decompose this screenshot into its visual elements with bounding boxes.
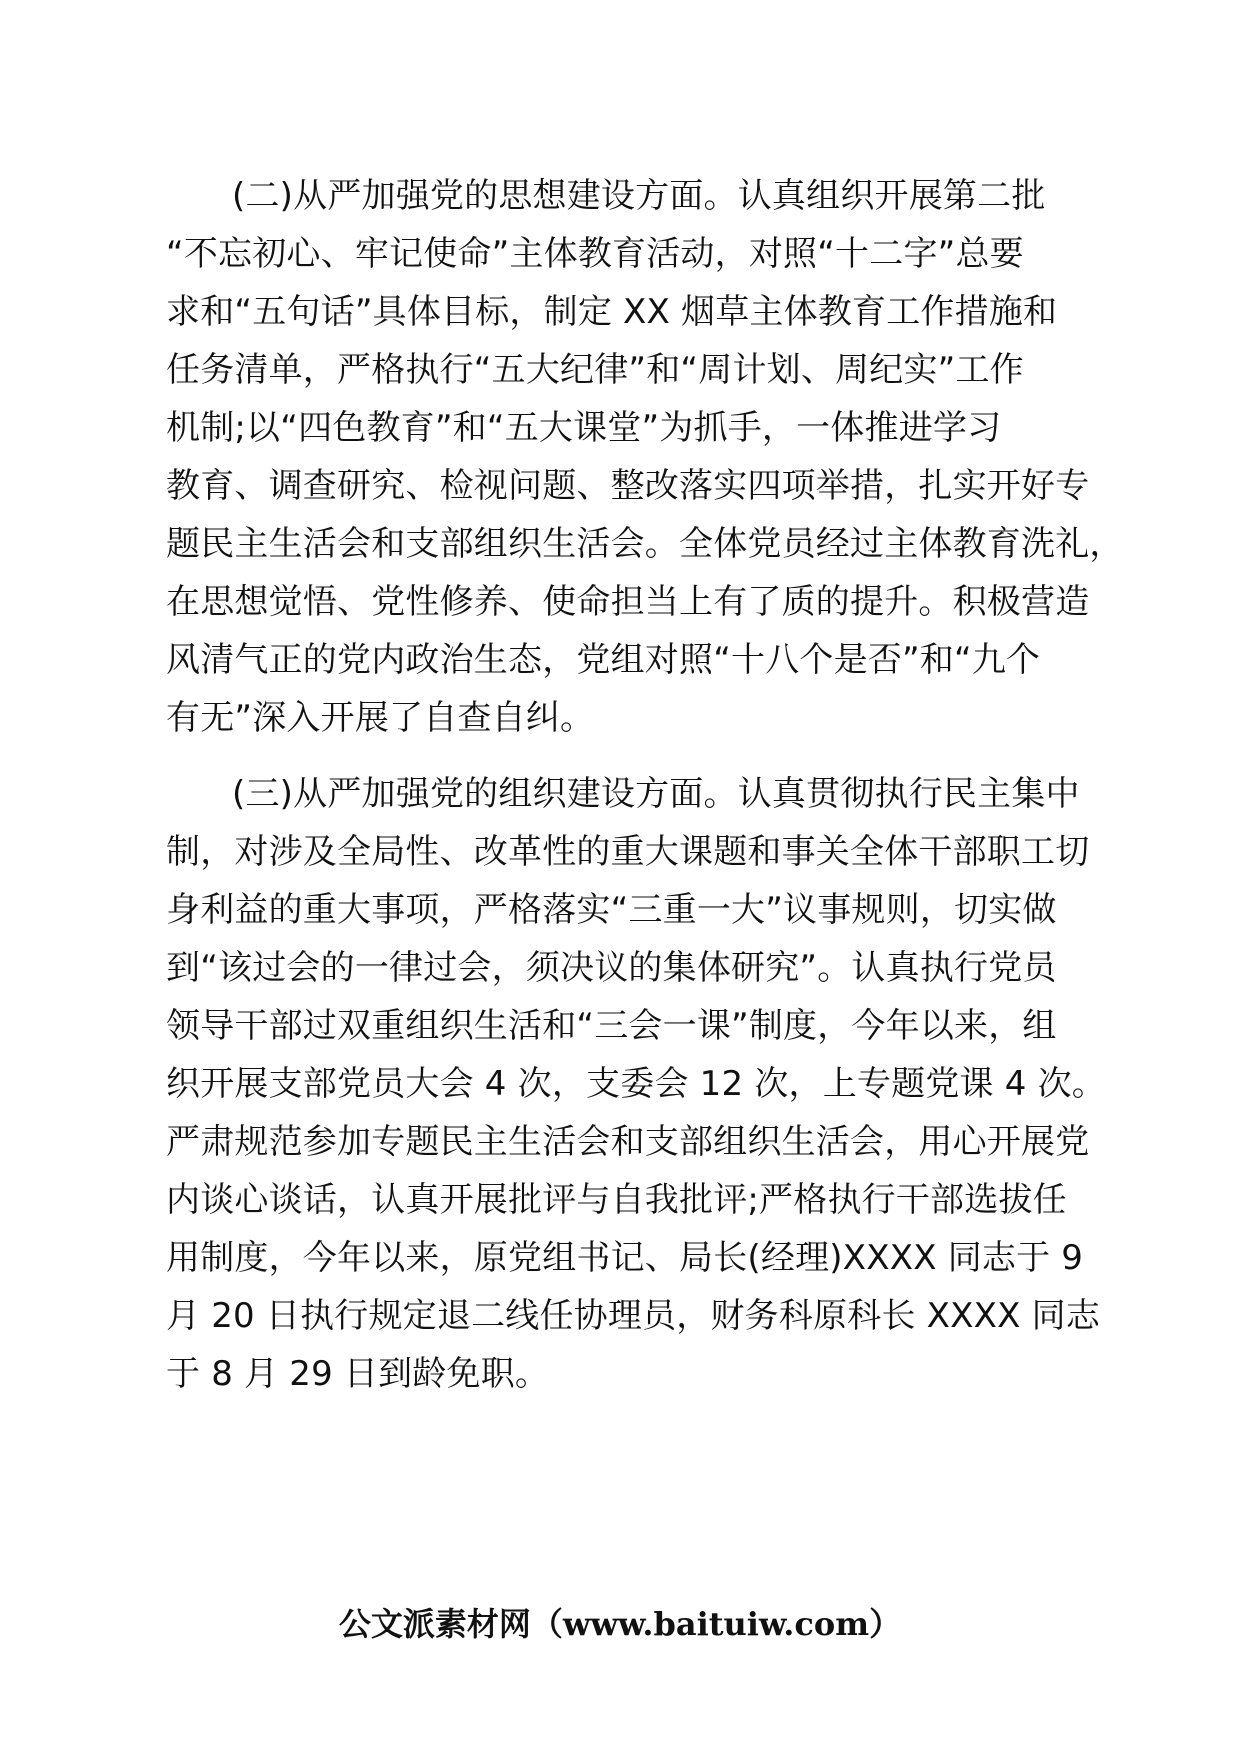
paragraph-3-line-1: (三)从严加强党的组织建设方面。认真贯彻执行民主集中	[232, 774, 1080, 814]
paragraph-2-line-2: “不忘初心、牢记使命”主体教育活动，对照“十二字”总要	[166, 234, 1024, 274]
paragraph-2-line-9: 风清气正的党内政治生态，党组对照“十八个是否”和“九个	[166, 640, 1041, 680]
paragraph-2-line-10: 有无”深入开展了自查自纠。	[166, 698, 595, 738]
paragraph-2-line-4: 任务清单，严格执行“五大纪律”和“周计划、周纪实”工作	[166, 350, 1024, 390]
paragraph-3-line-3: 身利益的重大事项，严格落实“三重一大”议事规则，切实做	[166, 890, 1057, 930]
paragraph-2-line-1: (二)从严加强党的思想建设方面。认真组织开展第二批	[232, 176, 1046, 216]
paragraph-3-line-5: 领导干部过双重组织生活和“三会一课”制度，今年以来，组	[166, 1006, 1057, 1046]
paragraph-3-line-7: 严肃规范参加专题民主生活会和支部组织生活会，用心开展党	[166, 1122, 1090, 1162]
paragraph-2-line-8: 在思想觉悟、党性修养、使命担当上有了质的提升。积极营造	[166, 582, 1090, 622]
paragraph-2-line-7: 题民主生活会和支部组织生活会。全体党员经过主体教育洗礼，	[166, 524, 1124, 564]
paragraph-3-line-11: 于 8 月 29 日到龄免职。	[166, 1354, 550, 1394]
paragraph-3-line-4: 到“该过会的一律过会，须决议的集体研究”。认真执行党员	[166, 948, 1057, 988]
paragraph-3-line-8: 内谈心谈话，认真开展批评与自我批评;严格执行干部选拔任	[166, 1180, 1067, 1220]
paragraph-3-line-10: 月 20 日执行规定退二线任协理员，财务科原科长 XXXX 同志	[166, 1296, 1101, 1336]
paragraph-2-line-5: 机制;以“四色教育”和“五大课堂”为抓手，一体推进学习	[166, 408, 1002, 448]
paragraph-2-line-6: 教育、调查研究、检视问题、整改落实四项举措，扎实开好专	[166, 466, 1090, 506]
paragraph-3-line-6: 织开展支部党员大会 4 次，支委会 12 次，上专题党课 4 次。	[166, 1064, 1106, 1104]
paragraph-3-line-9: 用制度，今年以来，原党组书记、局长(经理)XXXX 同志于 9	[166, 1238, 1084, 1278]
footer-source-text: 公文派素材网（www.baituiw.com）	[338, 1605, 902, 1643]
paragraph-3-line-2: 制，对涉及全局性、改革性的重大课题和事关全体干部职工切	[166, 832, 1090, 872]
paragraph-2-line-3: 求和“五句话”具体目标，制定 XX 烟草主体教育工作措施和	[166, 292, 1058, 332]
